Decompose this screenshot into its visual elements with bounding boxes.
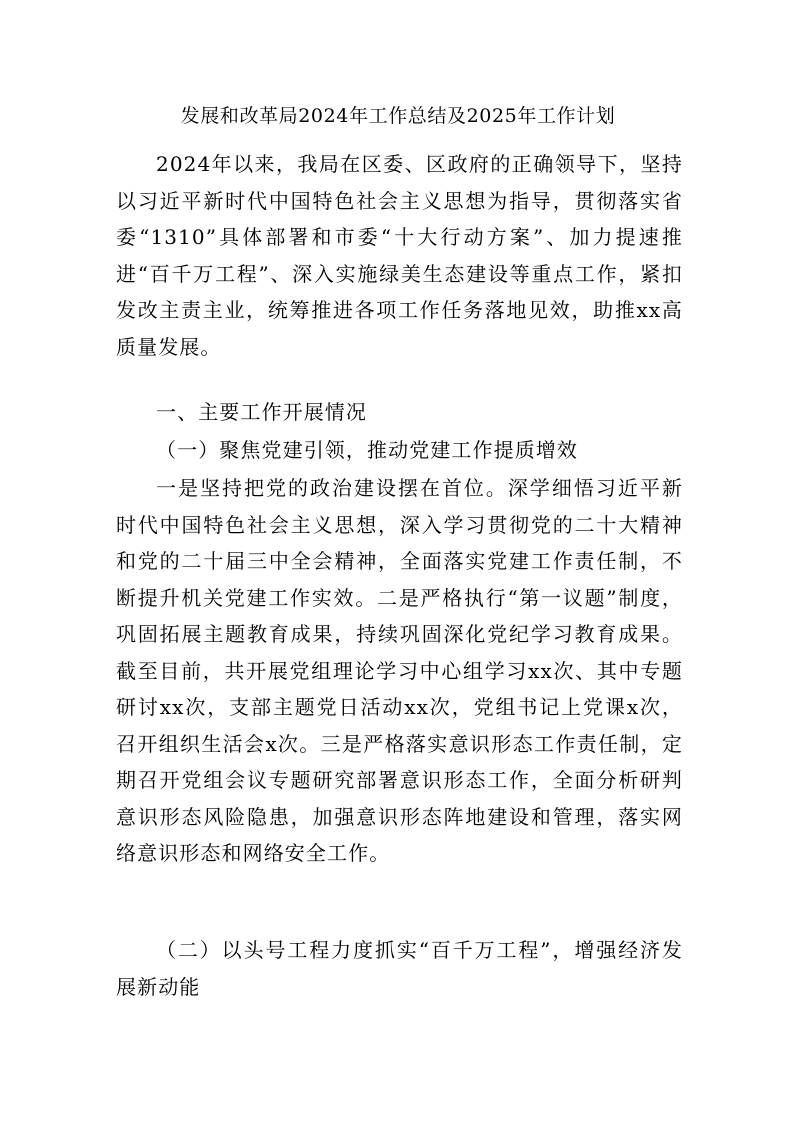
body-paragraph-party-building: 一是坚持把党的政治建设摆在首位。深学细悟习近平新时代中国特色社会主义思想，深入学习贯彻党的二十大精神和党的二十届三中全会精神，全面落实党建工作责任制，不断提升机关党建工作实效。二是严格执行“第一议题”制度，巩固拓展主题教育成果，持续巩固深化党纪学习教育成果。截至目前，共开展党组理论学习中心组学习xx次、其中专题研讨xx次，支部主题党日活动xx次，党组书记上党课x次，召开组织生活会x次。三是严格落实意识形态工作责任制，定期召开党组会议专题研究部署意识形态工作，全面分析研判意识形态风险隐患，加强意识形态阵地建设和管理，落实网络意识形态和网络安全工作。 — [116, 476, 683, 865]
subsection-heading-2: （二）以头号工程力度抓实“百千万工程”，增强经济发展新动能 — [116, 938, 683, 999]
subsection-heading-1: （一）聚焦党建引领，推动党建工作提质增效 — [156, 438, 578, 462]
intro-paragraph: 2024年以来，我局在区委、区政府的正确领导下，坚持以习近平新时代中国特色社会主义思想为指导，贯彻落实省委“1310”具体部署和市委“十大行动方案”、加力提速推进“百千万工程”、深入实施绿美生态建设等重点工作，紧扣发改主责主业，统筹推进各项工作任务落地见效，助推xx高质量发展。 — [116, 152, 683, 359]
section-heading-1: 一、主要工作开展情况 — [156, 400, 367, 424]
document-title: 发展和改革局2024年工作总结及2025年工作计划 — [180, 105, 616, 127]
